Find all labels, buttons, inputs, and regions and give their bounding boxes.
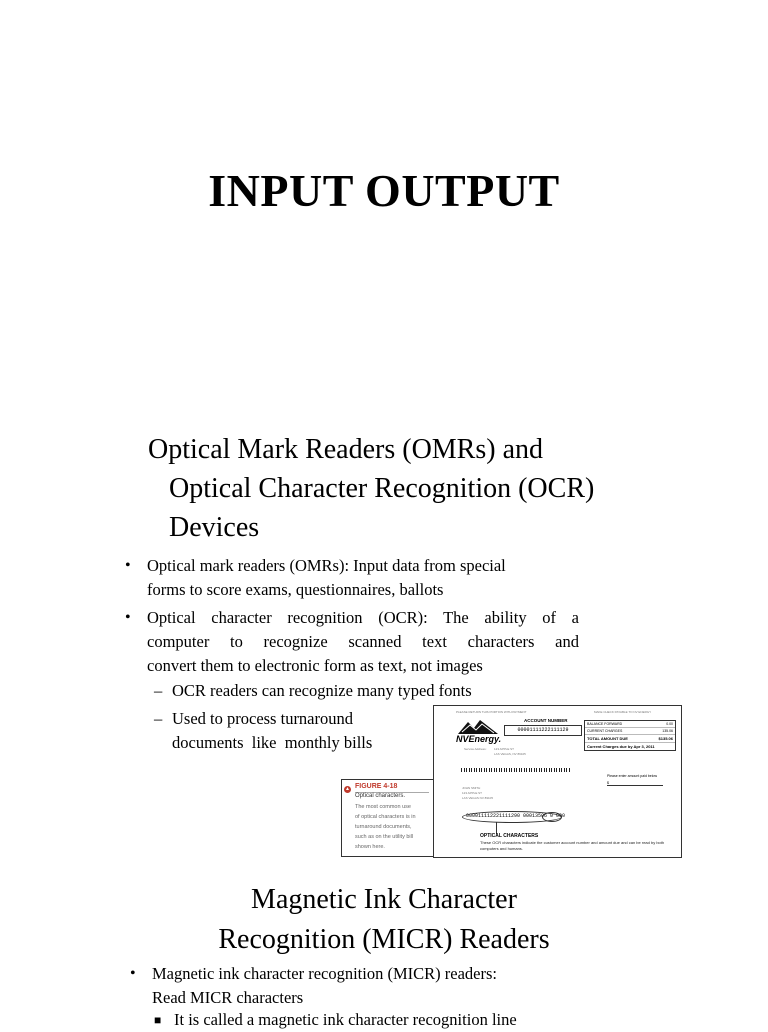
bullet-text: convert them to electronic form as text, not images [147, 656, 483, 675]
bill-header-note-right: MAKE CHECK PAYABLE TO NV ENERGY [594, 710, 652, 714]
service-address-line: 123 APPLE ST [494, 747, 515, 751]
subbullet-turnaround [154, 707, 412, 755]
subbullet-text: OCR readers can recognize many typed fonts [172, 681, 472, 700]
bullet-ocr [125, 606, 579, 678]
heading-line: Recognition (MICR) Readers [218, 924, 550, 955]
summary-label: CURRENT CHARGES [587, 729, 623, 733]
figure-subtitle: Optical characters. [355, 793, 406, 799]
summary-row [585, 721, 675, 728]
barcode [461, 768, 571, 772]
summary-value: $135.06 [658, 736, 673, 741]
summary-row [585, 728, 675, 735]
ocr-title: OPTICAL CHARACTERS [480, 833, 539, 839]
figure-caption [341, 779, 435, 857]
utility-bill-image [433, 705, 682, 858]
service-address-line: LAS VEGAS, NV 89105 [494, 752, 526, 756]
slide-title: INPUT OUTPUT [208, 165, 560, 216]
subbullet-text: Used to process turnaround [172, 709, 354, 728]
customer-name: JOHN SMITH [462, 786, 481, 790]
bill-header-note: PLEASE RETURN THIS PORTION WITH PAYMENT [456, 710, 527, 714]
bullet-text: Optical character recognition (OCR): The ability of a [147, 608, 579, 627]
bullet-omr [125, 554, 587, 602]
subbullet-fonts [154, 679, 572, 703]
service-address-label: Service Address: [464, 747, 487, 751]
bullet-text: Magnetic ink character recognition (MICR) readers: [152, 964, 497, 983]
bullet-text: computer to recognize scanned text characters and [147, 632, 579, 651]
bullet-dot-icon: • [125, 609, 131, 626]
figure-text-line: of optical characters is in [355, 814, 416, 820]
customer-address: 123 APPLE ST [462, 791, 483, 795]
figure-text-line: such as on the utility bill [355, 834, 414, 840]
omr-ocr-heading [148, 430, 708, 547]
summary-row [585, 743, 675, 750]
figure-text-line: shown here. [355, 844, 385, 850]
subbullet-micr-line [154, 1008, 674, 1032]
figure-text [355, 802, 431, 852]
figure-text-line: The most common use [355, 804, 411, 810]
summary-value: 0.00 [666, 722, 673, 726]
mountain-logo-icon [458, 718, 498, 734]
micr-heading [0, 880, 768, 960]
figure-badge-icon: ▲ [345, 786, 350, 792]
heading-line: Optical Mark Readers (OMRs) and [148, 434, 544, 465]
pay-prompt: Please enter amount paid below [607, 774, 658, 778]
account-number-value: 00001111222111129 [504, 725, 582, 736]
summary-row [585, 735, 675, 743]
heading-line: Devices [169, 512, 260, 543]
summary-value: 135.06 [662, 729, 673, 733]
figure-text-line: turnaround documents, [355, 824, 412, 830]
heading-line: Magnetic Ink Character [251, 884, 517, 915]
pay-amount-field: $ [607, 781, 663, 786]
ocr-description: These OCR characters indicate the customer account number and amount due and can be read by both computers and humans. [480, 840, 665, 851]
bullet-dot-icon: • [130, 965, 136, 982]
bill-logo: NVEnergy. [456, 734, 502, 744]
subbullet-text: It is called a magnetic ink character recognition line [174, 1010, 517, 1029]
bullet-dot-icon: • [125, 557, 131, 574]
figure-label: FIGURE 4-18 [355, 783, 398, 790]
customer-address: LAS VEGAS NV 89105 [462, 796, 494, 800]
dash-icon: – [154, 681, 163, 700]
summary-label: Current Charges due by Apr 3, 2011 [587, 744, 655, 749]
square-bullet-icon: ■ [154, 1013, 162, 1027]
subbullet-text: documents like monthly bills [172, 733, 373, 752]
bullet-text: forms to score exams, questionnaires, ballots [147, 580, 444, 599]
heading-line: Optical Character Recognition (OCR) [169, 473, 595, 504]
account-number-label: ACCOUNT NUMBER [524, 718, 568, 723]
dash-icon: – [154, 709, 163, 728]
bill-summary [584, 720, 676, 751]
bullet-micr [130, 962, 612, 1010]
bullet-text: Read MICR characters [152, 988, 304, 1007]
bullet-text: Optical mark readers (OMRs): Input data from special [147, 556, 506, 575]
summary-label: BALANCE FORWARD [587, 722, 623, 726]
summary-label: TOTAL AMOUNT DUE [587, 736, 628, 741]
ocr-line: 000011112221111290 00013506 0 000 [466, 813, 566, 819]
